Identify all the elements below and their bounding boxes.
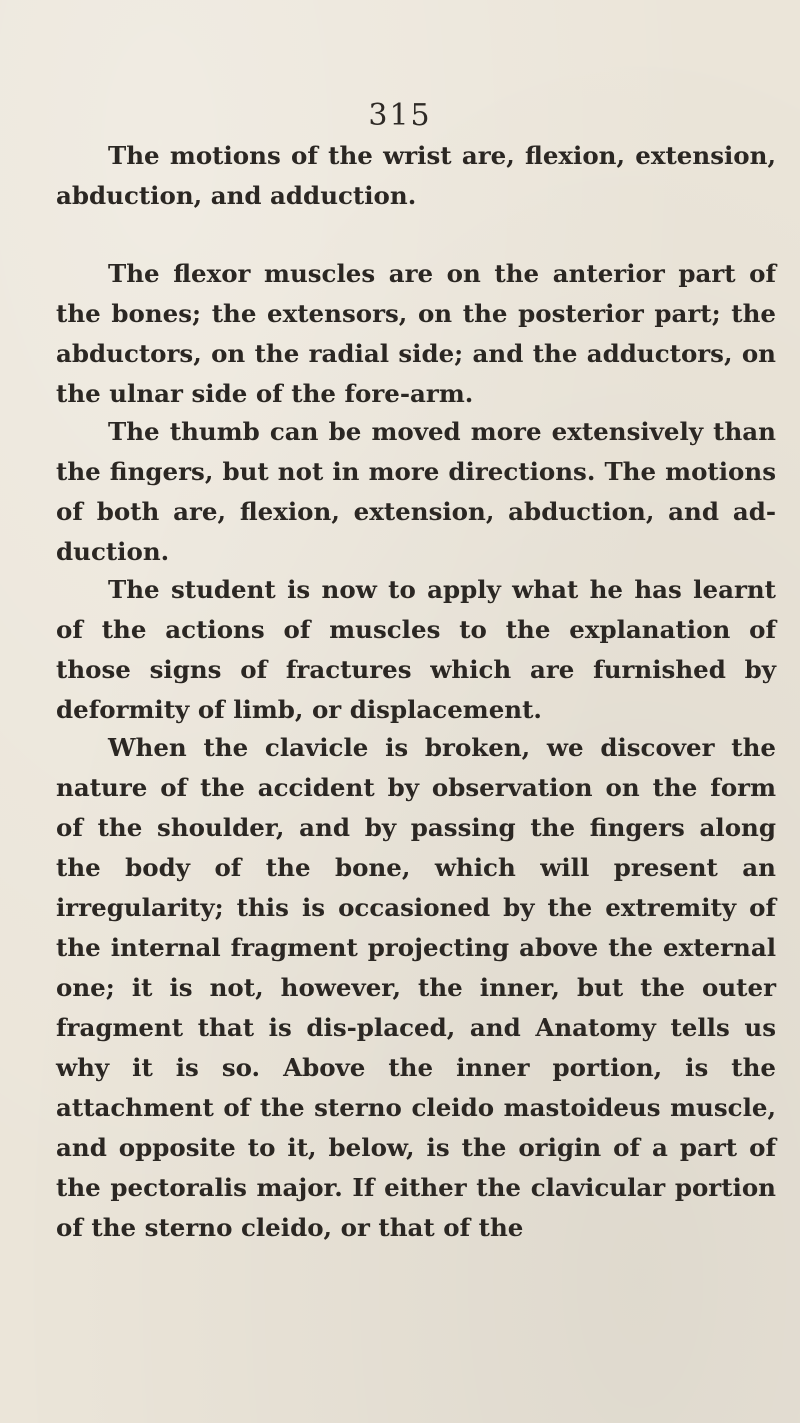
paragraph-muscle-positions [56,254,776,414]
paragraph-text: The motions of the wrist are, flexion, extension, abduction, and adduction. [56,141,776,210]
paragraph-text: When the clavicle is broken, we discover the nature of the accident by observation on the form of the shoulder, and by passing the fingers along the body of the bone, which will present an irregularity; this is occasioned by the extremity of the internal fragment projecting above the external one; it is not, however, the inner, but the outer fragment that is dis-placed, and Anatomy tells us why it is so. Above the inner portion, is the attachment of the sterno cleido mastoideus muscle, and opposite to it, below, is the origin of a part of the pectoralis major. If either the clavicular portion of the sterno cleido, or that of the [56,733,776,1242]
paragraph-clavicle-fracture [56,728,776,1248]
paragraph-fracture-signs [56,570,776,730]
paragraph-thumb-motions [56,412,776,572]
paragraph-text: The student is now to apply what he has learnt of the actions of muscles to the explanation of those signs of fractures which are furnished by deformity of limb, or displacement. [56,575,776,724]
page-number: 315 [368,98,432,133]
paragraph-text: The flexor muscles are on the anterior part of the bones; the extensors, on the posterior part; the abductors, on the radial side; and the adductors, on the ulnar side of the fore-arm. [56,259,776,408]
paragraph-text: The thumb can be moved more extensively than the fingers, but not in more directions. The motions of both are, flexion, extension, abduction, and ad-duction. [56,417,776,566]
paragraph-wrist-motions [56,136,776,216]
